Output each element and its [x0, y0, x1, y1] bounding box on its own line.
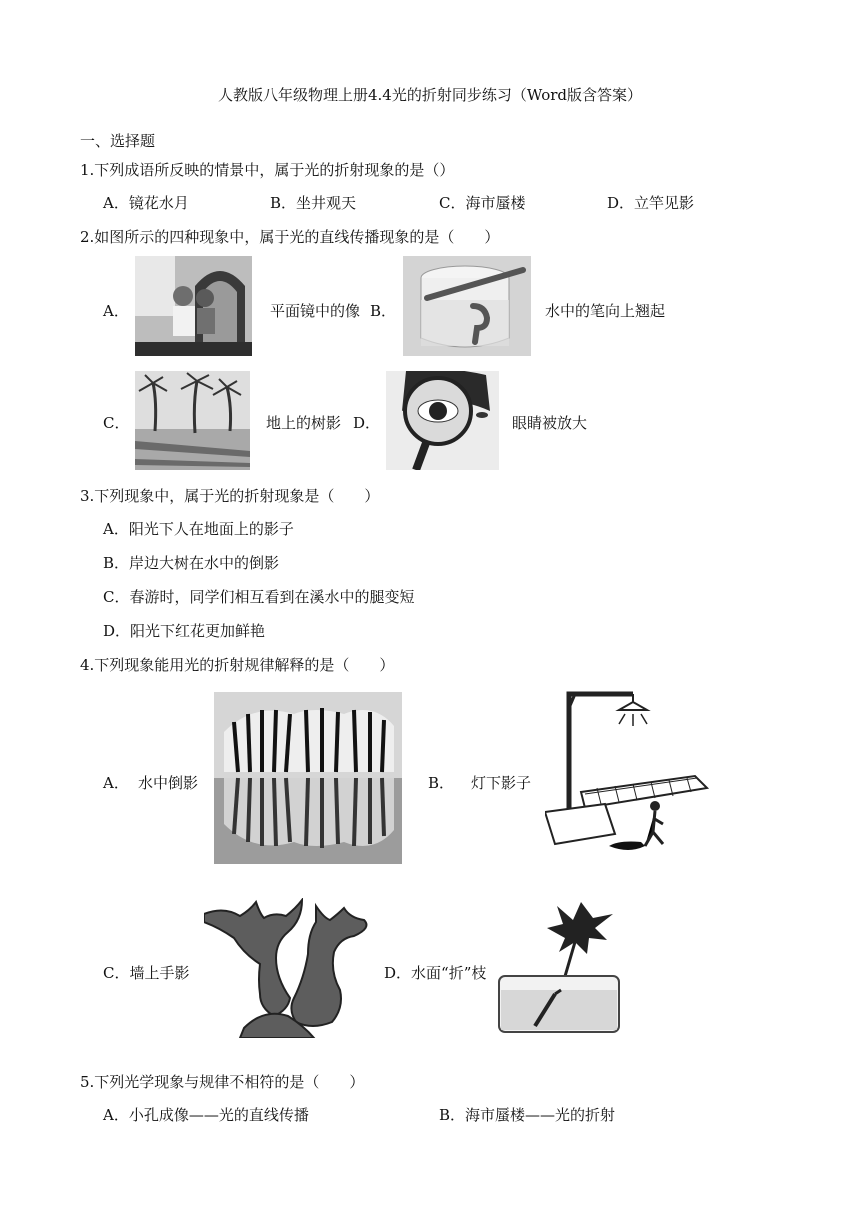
- q4-option-c-label[interactable]: C．墙上手影: [103, 964, 190, 982]
- question-4-stem: 4.下列现象能用光的折射规律解释的是（ ）: [80, 656, 395, 674]
- q2-option-d-caption: 眼睛被放大: [512, 414, 588, 432]
- question-1-stem: 1.下列成语所反映的情景中，属于光的折射现象的是（）: [80, 161, 455, 179]
- magnifier-eye-figure: [386, 371, 499, 470]
- q5-option-b[interactable]: B．海市蜃楼——光的折射: [439, 1106, 616, 1124]
- q2-option-b-letter[interactable]: B．: [370, 302, 397, 320]
- zebra-reflection-figure: [214, 692, 402, 864]
- q4-option-a-letter[interactable]: A．: [103, 774, 129, 792]
- question-5-stem: 5.下列光学现象与规律不相符的是（ ）: [80, 1073, 365, 1091]
- q5-option-a[interactable]: A．小孔成像——光的直线传播: [103, 1106, 309, 1124]
- q4-option-b-letter[interactable]: B．: [428, 774, 455, 792]
- q1-option-a[interactable]: A．镜花水月: [103, 194, 189, 212]
- q3-option-d[interactable]: D．阳光下红花更加鲜艳: [103, 622, 266, 640]
- q2-option-a-caption: 平面镜中的像: [270, 302, 361, 320]
- q1-option-b[interactable]: B．坐井观天: [270, 194, 357, 212]
- q1-option-c[interactable]: C．海市蜃楼: [439, 194, 526, 212]
- q2-option-a-letter[interactable]: A．: [103, 302, 129, 320]
- q4-option-a-caption: 水中倒影: [138, 774, 199, 792]
- question-2-stem: 2.如图所示的四种现象中，属于光的直线传播现象的是（ ）: [80, 228, 500, 246]
- q4-option-b-caption: 灯下影子: [471, 774, 532, 792]
- q3-option-b[interactable]: B．岸边大树在水中的倒影: [103, 554, 280, 572]
- lamp-shadow-figure: [545, 684, 710, 856]
- mirror-image-figure: [135, 256, 252, 356]
- q2-option-c-caption: 地上的树影: [266, 414, 342, 432]
- q2-option-b-caption: 水中的笔向上翘起: [545, 302, 666, 320]
- page-title: 人教版八年级物理上册4.4光的折射同步练习（Word版含答案）: [217, 86, 643, 104]
- question-3-stem: 3.下列现象中，属于光的折射现象是（ ）: [80, 487, 380, 505]
- pencil-in-water-figure: [403, 256, 531, 356]
- q3-option-c[interactable]: C．春游时，同学们相互看到在溪水中的腿变短: [103, 588, 415, 606]
- q4-option-d-label[interactable]: D．水面“折”枝: [384, 964, 487, 982]
- hand-shadow-figure: [204, 898, 372, 1038]
- section-heading: 一、选择题: [80, 132, 156, 150]
- q2-option-d-letter[interactable]: D．: [353, 414, 381, 432]
- q1-option-d[interactable]: D．立竿见影: [607, 194, 695, 212]
- tree-shadow-figure: [135, 371, 250, 470]
- q3-option-a[interactable]: A．阳光下人在地面上的影子: [103, 520, 294, 538]
- q2-option-c-letter[interactable]: C．: [103, 414, 130, 432]
- bent-branch-figure: [495, 898, 625, 1038]
